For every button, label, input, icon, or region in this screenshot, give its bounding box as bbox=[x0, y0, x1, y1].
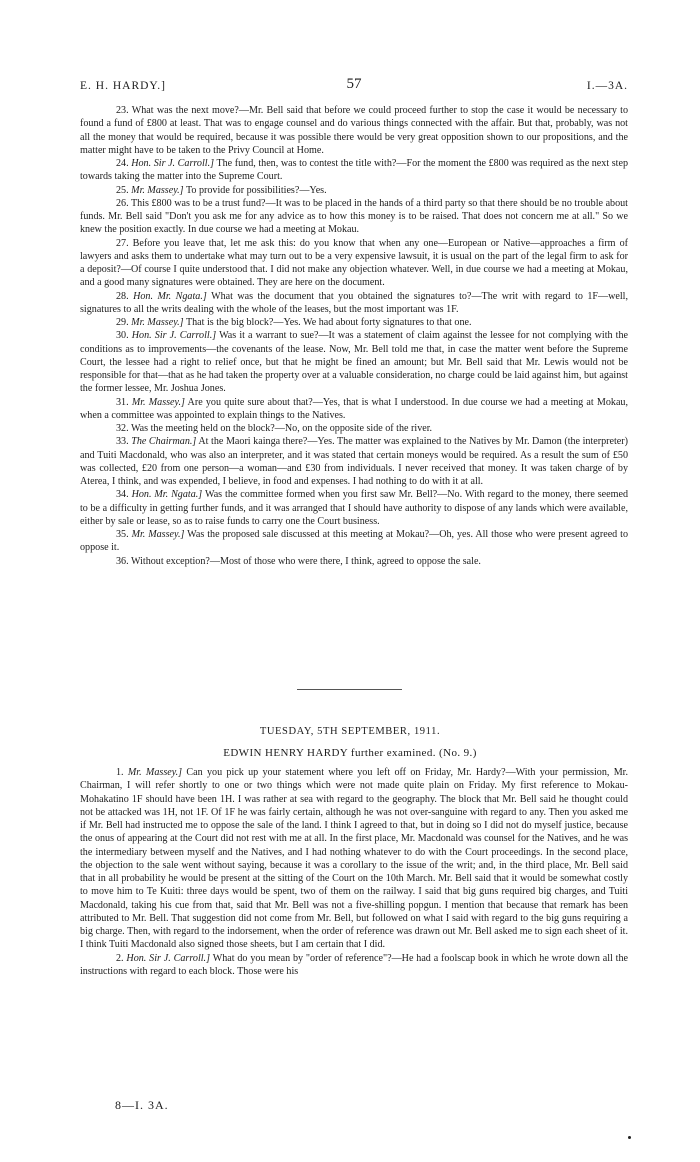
speaker-name: The Chairman.] bbox=[131, 436, 197, 448]
question-number: 33. bbox=[116, 436, 129, 448]
speaker-name: Mr. Massey.] bbox=[131, 396, 185, 408]
question-paragraph bbox=[80, 157, 628, 184]
section-divider bbox=[297, 689, 402, 690]
speaker-name: Mr. Massey.] bbox=[131, 317, 184, 328]
question-text: This £800 was to be a trust fund?—It was to be placed in the hands of a third party so that there should be no trouble about funds. Mr. Bell said "Don't you ask me for any advice as to how this money is to be raised. That does not concern me at all." So we knew the position exactly. In due course we had a meeting at Mokau. bbox=[80, 197, 628, 236]
question-paragraph bbox=[80, 237, 628, 290]
question-number: 35. bbox=[116, 529, 129, 540]
question-paragraph bbox=[80, 952, 628, 979]
question-text: Without exception?—Most of those who were there, I think, agreed to oppose the sale. bbox=[130, 555, 481, 567]
question-text: Was the meeting held on the block?—No, on the opposite side of the river. bbox=[130, 423, 433, 434]
question-paragraph bbox=[80, 528, 628, 555]
question-number: 28. bbox=[116, 290, 129, 302]
page-header bbox=[80, 78, 628, 94]
paper-reference: I.—3A. bbox=[586, 80, 628, 92]
signature-mark: 8—I. 3A. bbox=[115, 1098, 169, 1112]
speaker-name: Mr. Massey.] bbox=[131, 529, 185, 540]
question-number: 29. bbox=[116, 317, 129, 328]
question-text: What do you mean by "order of reference"?—He had a foolscap book in which he wrote down all the instructions with regard to each block. Those were his bbox=[80, 952, 628, 977]
question-text: Can you pick up your statement where you left off on Friday, Mr. Hardy?—With your permission, Mr. Chairman, I will refer shortly to one or two things which were not made quite plain on Friday. My first reference to Mokau-Mohakatino 1F should have been 1H. I was rather at sea with regard to the geography. The block that Mr. Bell said he thought could not be attacked was 1H, not 1F. Of 1F he was fairly certain, although he was not over-sanguine with regard to any. Then you asked me if Mr. Bell had instructed me to oppose the sale of the land. I think I agreed to that, but in doing so I did not do myself justice, because the onus of appearing at the Court did not rest with me at all. In the first place, Mr. Macdonald was counsel for the Natives, and he was the intermediary between myself and the Natives, and I had nothing whatever to do with the Court proceedings. In the second place, the objection to the sale went without saying, because it was a corollary to the issue of the writ; and, in the third place, Mr. Bell said that in all probability he would be present at the sitting of the Court on the 10th March. Mr. Bell said that it would be somewhat costly to move him to Te Kuiti: three days would be spent, two of them on the railway. I said that big guns required big charges, and Tuiti Macdonald, taking his cue from that, said that Mr. Bell was not a five-shilling popgun. I mention that because that remark has been attributed to Mr. Bell. That suggestion did not come from Mr. Bell, but followed on what I said with regard to the big guns requiring a big charge. Then, with regard to the indorsement, when the order of reference was drawn out Mr. Bell asked me to sign each sheet of it. I think Tuiti Macdonald also signed those sheets, but I am certain that I did. bbox=[80, 767, 628, 951]
question-paragraph bbox=[80, 197, 628, 237]
question-number: 36. bbox=[116, 555, 129, 567]
question-text: Was it a warrant to sue?—It was a statement of claim against the lessee for not complying with the conditions as to improvements—the covenants of the lease. Now, Mr. Bell told me that, in case the matter went before the Supreme Court, the lessee had a right to relief once, but that he might be fined an amount; but Mr. Bell said that Mr. Lewis would not be responsible for that—that as he had taken the property over at a valuable consideration, no charge could be laid against him, but against the former lessee, Mr. Joshua Jones. bbox=[80, 330, 628, 395]
speaker-name: Hon. Sir J. Carroll.] bbox=[131, 330, 217, 342]
question-paragraph bbox=[80, 329, 628, 395]
speaker-name: Hon. Sir J. Carroll.] bbox=[126, 952, 211, 964]
speaker-name: Mr. Massey.] bbox=[131, 184, 184, 196]
question-paragraph bbox=[80, 766, 628, 952]
question-number: 26. bbox=[116, 197, 129, 209]
question-text: Before you leave that, let me ask this: do you know that when any one—European or Native—approaches a firm of lawyers and asks them to undertake what may turn out to be a very expensive lawsuit, it is usual on the part of the legal firm to ask for a deposit?—Of course I quite understood that. I did not make any objection whatever. Well, in due course we had a meeting at Mokau, and a good many signatures were obtained. They are here on the document. bbox=[80, 237, 628, 289]
question-text: At the Maori kainga there?—Yes. The matter was explained to the Natives by Mr. Damon (the interpreter) and Tuiti Macdonald, who was also an interpreter, and it was stated that certain moneys would be required. As a result the sum of £50 was collected, £20 from one person—a woman—and £30 from individuals. I never received that money. It was taken charge of by Aterea, I think, and was expended, I believe, in food and expenses. I had nothing to do with it at all. bbox=[80, 436, 628, 487]
page-speck bbox=[628, 1136, 631, 1139]
speaker-name: Hon. Mr. Ngata.] bbox=[131, 489, 203, 501]
question-number: 23. bbox=[116, 105, 129, 116]
question-number: 34. bbox=[116, 489, 129, 501]
question-text: What was the document that you obtained the signatures to?—The writ with regard to 1F—well, signatures to all the writs dealing with the whole of the leases, but the most important was 1F. bbox=[80, 290, 629, 315]
question-number: 25. bbox=[116, 184, 129, 196]
question-number: 1. bbox=[116, 767, 124, 778]
speaker-name: Hon. Mr. Ngata.] bbox=[133, 290, 207, 302]
question-paragraph bbox=[80, 396, 628, 423]
speaker-name: Hon. Sir J. Carroll.] bbox=[131, 158, 215, 169]
question-paragraph bbox=[80, 184, 628, 197]
question-paragraph bbox=[80, 422, 628, 435]
question-text: That is the big block?—Yes. We had about forty signatures to that one. bbox=[185, 317, 472, 328]
question-paragraph bbox=[80, 488, 628, 528]
testimony-part-2 bbox=[80, 766, 628, 978]
question-number: 24. bbox=[116, 158, 129, 169]
testimony-part-1 bbox=[80, 104, 628, 568]
question-paragraph bbox=[80, 104, 628, 157]
question-number: 27. bbox=[116, 237, 129, 249]
question-text: Was the proposed sale discussed at this meeting at Mokau?—Oh, yes. All those who were present agreed to oppose it. bbox=[80, 529, 629, 554]
question-paragraph bbox=[80, 290, 628, 317]
question-number: 32. bbox=[116, 423, 129, 434]
question-number: 30. bbox=[116, 330, 129, 342]
question-paragraph bbox=[80, 316, 628, 329]
question-text: The fund, then, was to contest the title with?—For the moment the £800 was required as the next step towards taking the matter into the Supreme Court. bbox=[80, 158, 628, 183]
header-witness: E. H. HARDY.] bbox=[80, 80, 166, 92]
question-number: 2. bbox=[116, 952, 124, 964]
question-number: 31. bbox=[116, 396, 129, 408]
examination-heading: EDWIN HENRY HARDY further examined. (No. 9.) bbox=[223, 747, 477, 759]
date-line: TUESDAY, 5TH SEPTEMBER, 1911. bbox=[259, 726, 441, 737]
question-text: What was the next move?—Mr. Bell said that before we could proceed further to stop the case it would be necessary to found a fund of £800 at least. That was to engage counsel and do various things connected with the affair. But that, probably, was not all the money that would be required, because it was possible there would be very great opposition shown to our propositions, and the matter might have to be taken to the Privy Council at Home. bbox=[80, 105, 629, 156]
speaker-name: Mr. Massey.] bbox=[127, 767, 183, 778]
question-text: Are you quite sure about that?—Yes, that is what I understood. In due course we had a meeting at Mokau, when a committee was appointed to explain things to the Natives. bbox=[80, 396, 628, 421]
page-number: 57 bbox=[346, 76, 362, 92]
question-text: To provide for possibilities?—Yes. bbox=[185, 184, 327, 196]
question-paragraph bbox=[80, 555, 628, 568]
question-text: Was the committee formed when you first saw Mr. Bell?—No. With regard to the money, there seemed to be a difficulty in getting further funds, and it was arranged that I should have authority to dispose of any lands which were available, either by sale or lease, so as to raise funds to carry one the Court business. bbox=[80, 489, 629, 527]
question-paragraph bbox=[80, 435, 628, 488]
